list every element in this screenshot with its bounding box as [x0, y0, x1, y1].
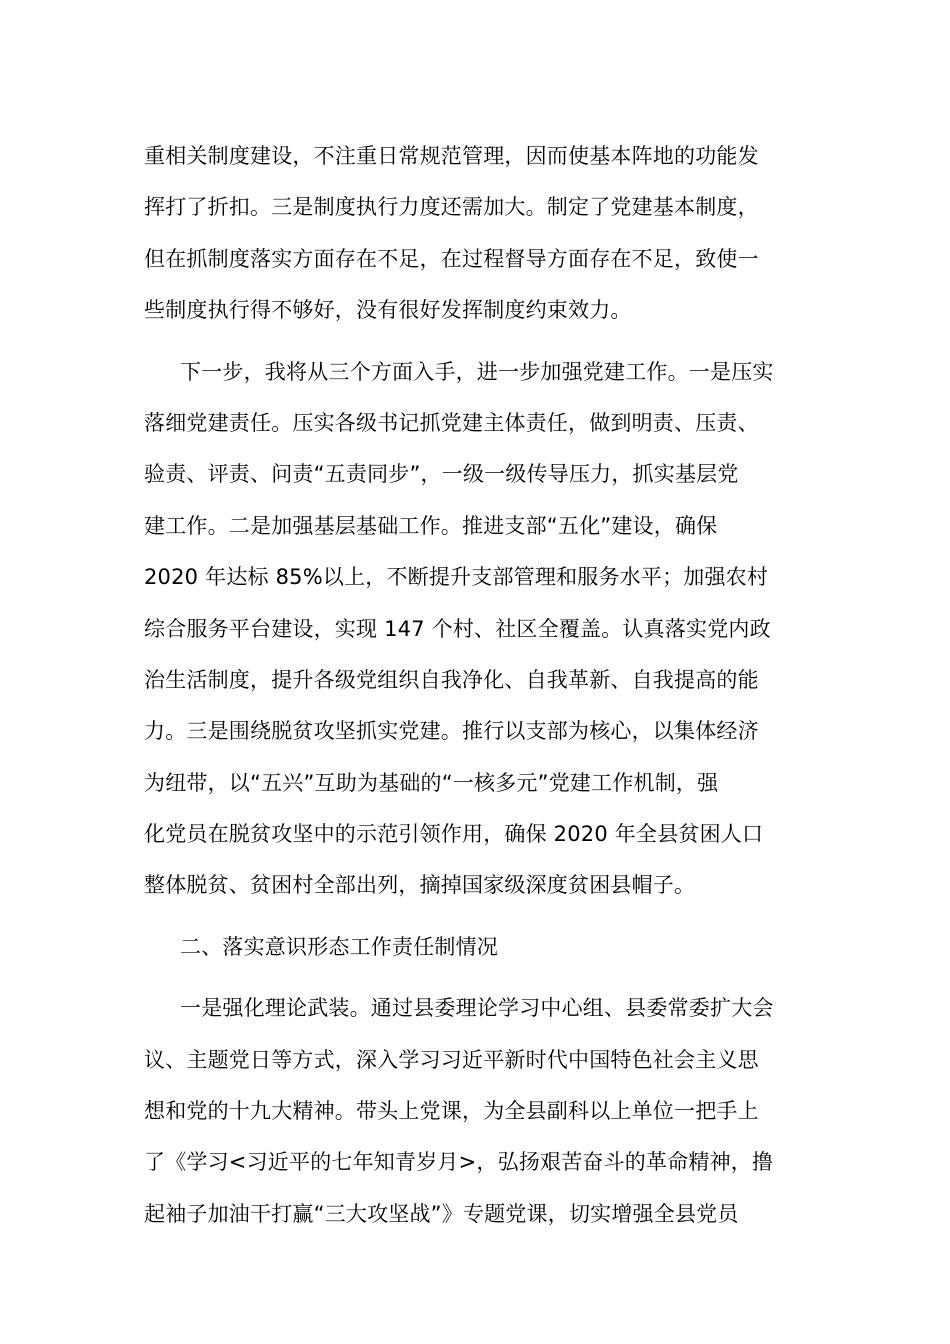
text-line: 想和党的十九大精神。带头上党课，为全县副科以上单位一把手上 — [144, 1099, 759, 1124]
text-line: 验责、评责、问责“五责同步”，一级一级传导压力，抓实基层党 — [144, 462, 739, 487]
text-line: 但在抓制度落实方面存在不足，在过程督导方面存在不足，致使一 — [144, 246, 759, 271]
text-line: 一是强化理论武装。通过县委理论学习中心组、县委常委扩大会 — [180, 996, 774, 1021]
paragraph-2 — [144, 347, 809, 912]
text-line: 挥打了折扣。三是制度执行力度还需加大。制定了党建基本制度， — [144, 195, 759, 220]
heading-line: 二、落实意识形态工作责任制情况 — [180, 934, 498, 959]
section-heading — [144, 922, 809, 973]
text-line: 下一步，我将从三个方面入手，进一步加强党建工作。一是压实 — [180, 359, 774, 384]
text-line: 化党员在脱贫攻坚中的示范引领作用，确保 2020 年全县贫困人口 — [144, 822, 764, 847]
text-line: 议、主题党日等方式，深入学习习近平新时代中国特色社会主义思 — [144, 1047, 759, 1072]
document-body — [144, 131, 809, 1240]
text-line: 建工作。二是加强基层基础工作。推进支部“五化”建设，确保 — [144, 513, 718, 538]
text-line: 落细党建责任。压实各级书记抓党建主体责任，做到明责、压责、 — [144, 410, 759, 435]
text-line: 起袖子加油干打赢“三大攻坚战”》专题党课，切实增强全县党员 — [144, 1201, 739, 1226]
paragraph-1 — [144, 131, 809, 337]
text-line: 2020 年达标 85%以上，不断提升支部管理和服务水平；加强农村 — [144, 565, 769, 590]
text-line: 重相关制度建设，不注重日常规范管理，因而使基本阵地的功能发 — [144, 144, 759, 168]
text-line: 整体脱贫、贫困村全部出列，摘掉国家级深度贫困县帽子。 — [144, 873, 696, 898]
text-line: 治生活制度，提升各级党组织自我净化、自我革新、自我提高的能 — [144, 667, 759, 692]
text-line: 了《学习<习近平的七年知青岁月>，弘扬艰苦奋斗的革命精神，撸 — [144, 1150, 774, 1175]
text-line: 为纽带，以“五兴”互助为基础的“一核多元”党建工作机制，强 — [144, 770, 719, 795]
paragraph-4 — [144, 983, 809, 1240]
text-line: 些制度执行得不够好，没有很好发挥制度约束效力。 — [144, 298, 632, 323]
text-line: 力。三是围绕脱贫攻坚抓实党建。推行以支部为核心，以集体经济 — [144, 719, 759, 744]
text-line: 综合服务平台建设，实现 147 个村、社区全覆盖。认真落实党内政 — [144, 616, 771, 641]
